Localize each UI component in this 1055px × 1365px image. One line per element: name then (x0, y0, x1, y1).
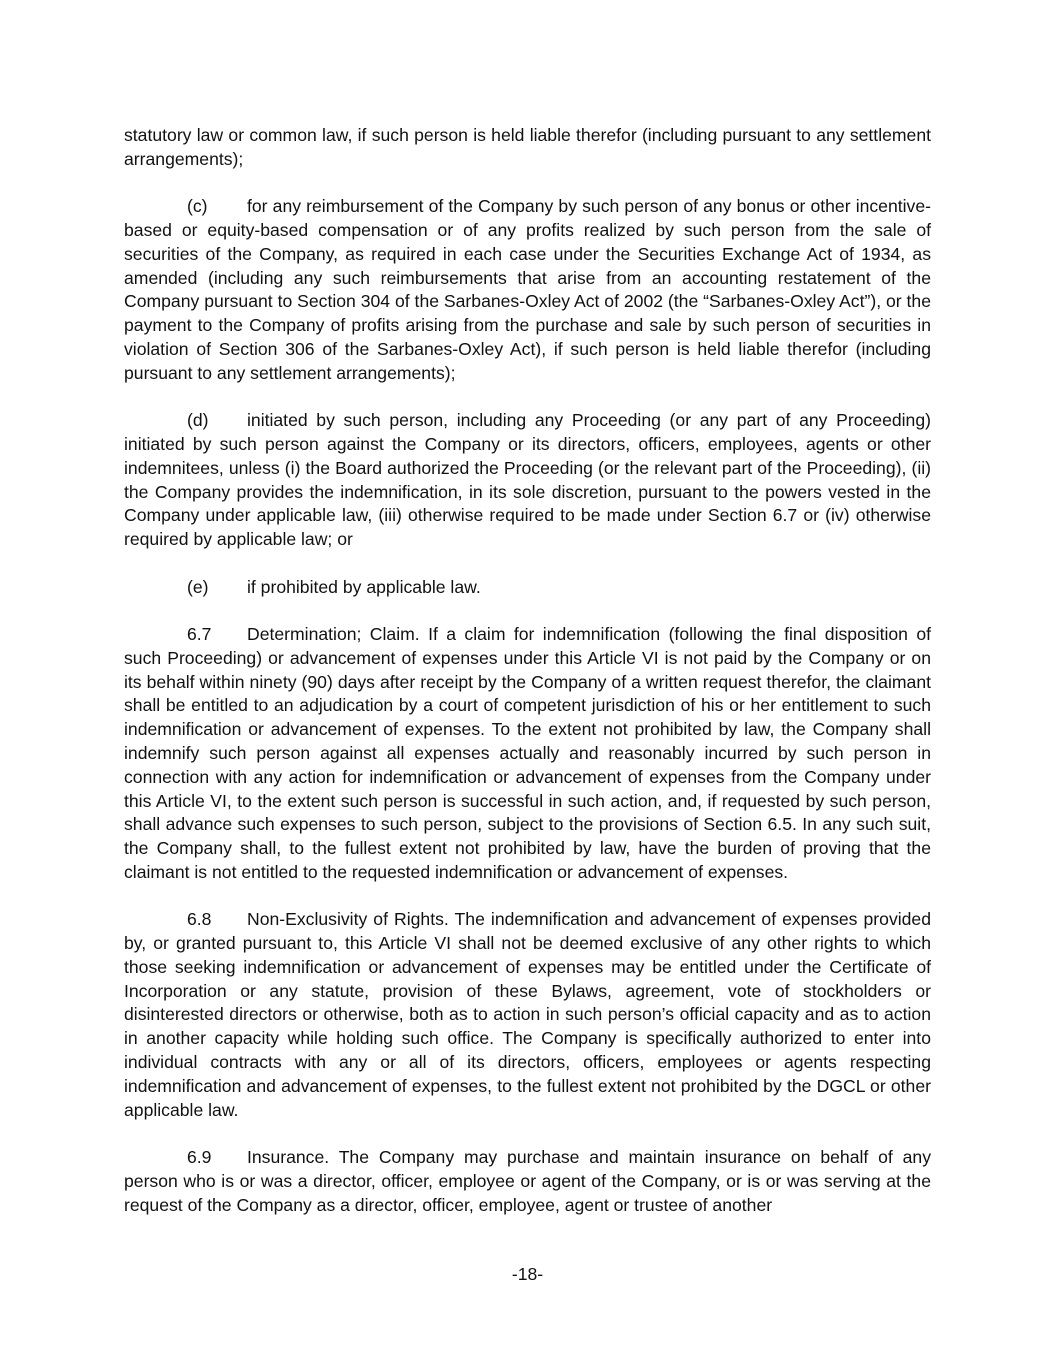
paragraph-text: The Company may purchase and maintain insurance on behalf of any person who is or was a director, officer, employee or agent of the Company, or is or was serving at the request of the Company as a director, officer, employee, agent or trustee of another (124, 1147, 931, 1215)
paragraph-continuation (124, 124, 931, 172)
section-number: 6.7 (187, 623, 212, 644)
section-heading: Non-Exclusivity of Rights. (247, 909, 449, 930)
section-6-8 (124, 908, 931, 1122)
paragraph-item-e (124, 576, 931, 600)
section-number: 6.9 (187, 1147, 212, 1168)
section-6-9 (124, 1146, 931, 1217)
paragraph-text: If a claim for indemnification (following the final disposition of such Proceeding) or advancement of expenses under this Article VI is not paid by the Company or on its behalf within ninety (90) days after receipt by the Company of a written request therefor, the claimant shall be entitled to an adjudication by a court of competent jurisdiction of his or her entitlement to such indemnification or advancement of expenses. To the extent not prohibited by law, the Company shall indemnify such person against all expenses actually and reasonably incurred by such person in connection with any action for indemnification or advancement of expenses from the Company under this Article VI, to the extent such person is successful in such action, and, if requested by such person, shall advance such expenses to such person, subject to the provisions of Section 6.5. In any such suit, the Company shall, to the fullest extent not prohibited by law, have the burden of proving that the claimant is not entitled to the requested indemnification or advancement of expenses. (124, 623, 932, 882)
item-label: (c) (187, 196, 208, 217)
paragraph-text: initiated by such person, including any Proceeding (or any part of any Proceeding) initiated by such person against the Company or its directors, officers, employees, agents or other indemnitees, unless (i) the Board authorized the Proceeding (or the relevant part of the Proceeding), (ii) the Company provides the indemnification, in its sole discretion, pursuant to the powers vested in the Company under applicable law, (iii) otherwise required to be made under Section 6.7 or (iv) otherwise required by applicable law; or (124, 410, 931, 550)
paragraph-text: for any reimbursement of the Company by such person of any bonus or other incentive-based or equity-based compensation or of any profits realized by such person from the sale of securities of the Company, as required in each case under the Securities Exchange Act of 1934, as amended (including any such reimbursements that arise from an accounting restatement of the Company pursuant to Section 304 of the Sarbanes-Oxley Act of 2002 (the “Sarbanes-Oxley Act”), or the payment to the Company of profits arising from the purchase and sale by such person of securities in violation of Section 306 of the Sarbanes-Oxley Act), if such person is held liable therefor (including pursuant to any settlement arrangements); (124, 196, 931, 383)
item-label: (d) (187, 410, 209, 431)
paragraph-text: statutory law or common law, if such person is held liable therefor (including pursuant to any settlement arrangements); (124, 125, 931, 169)
paragraph-item-c (124, 195, 931, 385)
document-body (124, 124, 931, 1241)
paragraph-item-d (124, 409, 931, 552)
paragraph-text: The indemnification and advancement of expenses provided by, or granted pursuant to, this Article VI shall not be deemed exclusive of any other rights to which those seeking indemnification or advancement of expenses may be entitled under the Certificate of Incorporation or any statute, provision of these Bylaws, agreement, vote of stockholders or disinterested directors or otherwise, both as to action in such person’s official capacity and as to action in another capacity while holding such office. The Company is specifically authorized to enter into individual contracts with any or all of its directors, officers, employees or agents respecting indemnification and advancement of expenses, to the fullest extent not prohibited by the DGCL or other applicable law. (124, 909, 932, 1120)
section-number: 6.8 (187, 909, 212, 930)
page-number: -18- (511, 1264, 544, 1284)
section-heading: Insurance. (247, 1147, 330, 1168)
item-label: (e) (187, 576, 209, 597)
section-heading: Determination; Claim. (247, 623, 420, 644)
section-6-7 (124, 623, 931, 885)
paragraph-text: if prohibited by applicable law. (247, 576, 481, 597)
